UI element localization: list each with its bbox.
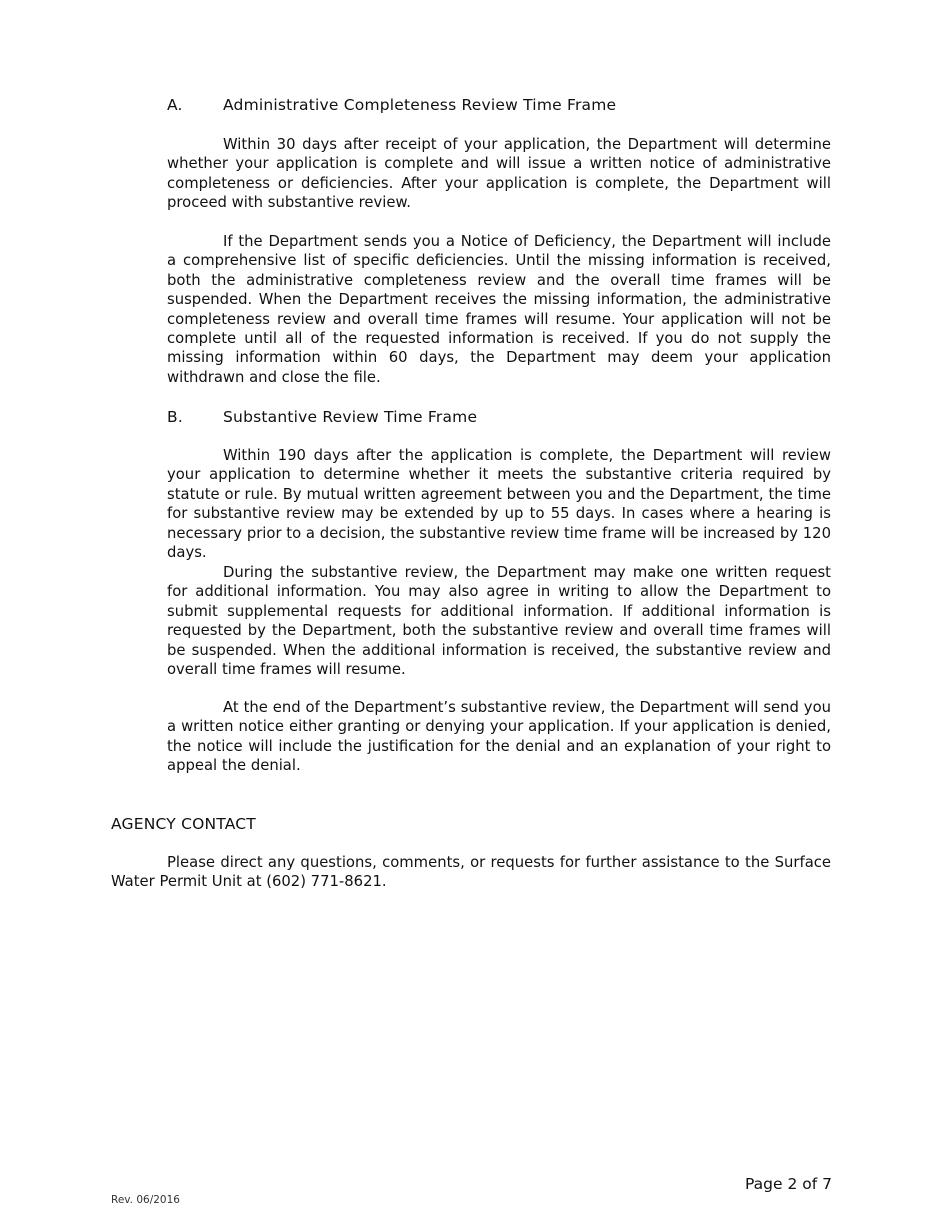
agency-contact-paragraph: Please direct any questions, comments, or requests for further assistance to the Surface Water Permit Unit at (602) 771-8621. xyxy=(111,854,831,891)
revision-date: Rev. 06/2016 xyxy=(111,1194,180,1206)
agency-contact-heading: AGENCY CONTACT xyxy=(111,815,256,833)
section-a-letter: A. xyxy=(167,96,183,114)
section-b-letter: B. xyxy=(167,408,183,426)
section-a-heading xyxy=(167,95,616,115)
section-b-paragraph-1: Within 190 days after the application is complete, the Department will review your application to determine whether it meets the substantive criteria required by statute or rule. By mutual written agreement between you and the Department, the time for substantive review may be extended by up to 55 days. In cases where a hearing is necessary prior to a decision, the substantive review time frame will be increased by 120 days. xyxy=(167,447,831,562)
page-number: Page 2 of 7 xyxy=(745,1175,832,1193)
section-b-title: Substantive Review Time Frame xyxy=(223,408,478,426)
section-b-heading xyxy=(167,407,477,427)
section-a-title: Administrative Completeness Review Time Frame xyxy=(223,96,617,114)
section-b-paragraph-3: At the end of the Department’s substantive review, the Department will send you a written notice either granting or denying your application. If your application is denied, the notice will include the justification for the denial and an explanation of your right to appeal the denial. xyxy=(167,699,831,775)
section-a-paragraph-1: Within 30 days after receipt of your application, the Department will determine whether your application is complete and will issue a written notice of administrative completeness or deficiencies. After your application is complete, the Department will proceed with substantive review. xyxy=(167,136,831,212)
section-b-paragraph-2: During the substantive review, the Department may make one written request for additional information. You may also agree in writing to allow the Department to submit supplemental requests for additional information. If additional information is requested by the Department, both the substantive review and overall time frames will be suspended. When the additional information is received, the substantive review and overall time frames will resume. xyxy=(167,564,831,679)
section-a-paragraph-2: If the Department sends you a Notice of Deficiency, the Department will include a comprehensive list of specific deficiencies. Until the missing information is received, both the administrative completeness review and the overall time frames will be suspended. When the Department receives the missing information, the administrative completeness review and overall time frames will resume. Your application will not be complete until all of the requested information is received. If you do not supply the missing information within 60 days, the Department may deem your application withdrawn and close the file. xyxy=(167,233,831,386)
